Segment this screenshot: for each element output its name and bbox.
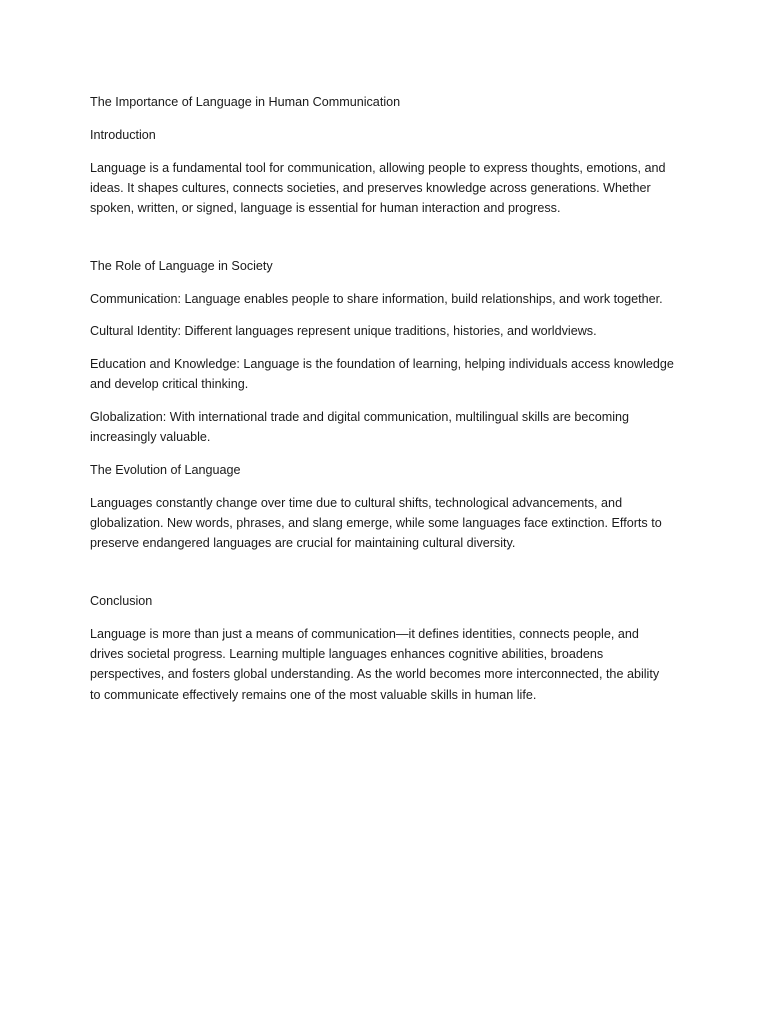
intro-line: ideas. It shapes cultures, connects societies, and preserves knowledge across generations. Whether bbox=[90, 180, 651, 195]
intro-line: Language is a fundamental tool for communication, allowing people to express thoughts, emotions, and bbox=[90, 160, 666, 175]
role-globalization-paragraph bbox=[90, 407, 690, 447]
document-page bbox=[90, 92, 690, 717]
evolution-line: preserve endangered languages are crucial for maintaining cultural diversity. bbox=[90, 536, 516, 551]
conclusion-line: perspectives, and fosters global understanding. As the world becomes more interconnected, the ability bbox=[90, 667, 660, 682]
spacer bbox=[90, 566, 690, 591]
evolution-line: globalization. New words, phrases, and slang emerge, while some languages face extinction. Efforts to bbox=[90, 516, 662, 531]
evolution-line: Languages constantly change over time due to cultural shifts, technological advancements, and bbox=[90, 495, 623, 510]
intro-line: spoken, written, or signed, language is essential for human interaction and progress. bbox=[90, 201, 561, 215]
conclusion-line: Language is more than just a means of communication—it defines identities, connects people, and bbox=[90, 626, 639, 641]
conclusion-line: drives societal progress. Learning multiple languages enhances cognitive abilities, broadens bbox=[90, 647, 604, 662]
role-education-line: Education and Knowledge: Language is the foundation of learning, helping individuals access knowledge bbox=[90, 357, 674, 372]
intro-paragraph bbox=[90, 158, 690, 219]
role-cultural-identity: Cultural Identity: Different languages represent unique traditions, histories, and worldviews. bbox=[90, 324, 597, 339]
role-globalization-line: Globalization: With international trade and digital communication, multilingual skills are becoming bbox=[90, 410, 630, 425]
role-heading: The Role of Language in Society bbox=[90, 258, 273, 273]
role-globalization-line: increasingly valuable. bbox=[90, 430, 211, 445]
intro-heading: Introduction bbox=[90, 127, 156, 142]
conclusion-paragraph bbox=[90, 624, 690, 705]
role-education-line: and develop critical thinking. bbox=[90, 377, 249, 392]
role-education-paragraph bbox=[90, 354, 690, 394]
spacer bbox=[90, 231, 690, 256]
conclusion-heading: Conclusion bbox=[90, 594, 153, 609]
evolution-heading: The Evolution of Language bbox=[90, 463, 241, 478]
evolution-paragraph bbox=[90, 493, 690, 554]
role-communication: Communication: Language enables people to share information, build relationships, and work together. bbox=[90, 291, 663, 306]
document-title: The Importance of Language in Human Communication bbox=[90, 95, 401, 109]
conclusion-line: to communicate effectively remains one of the most valuable skills in human life. bbox=[90, 687, 537, 702]
